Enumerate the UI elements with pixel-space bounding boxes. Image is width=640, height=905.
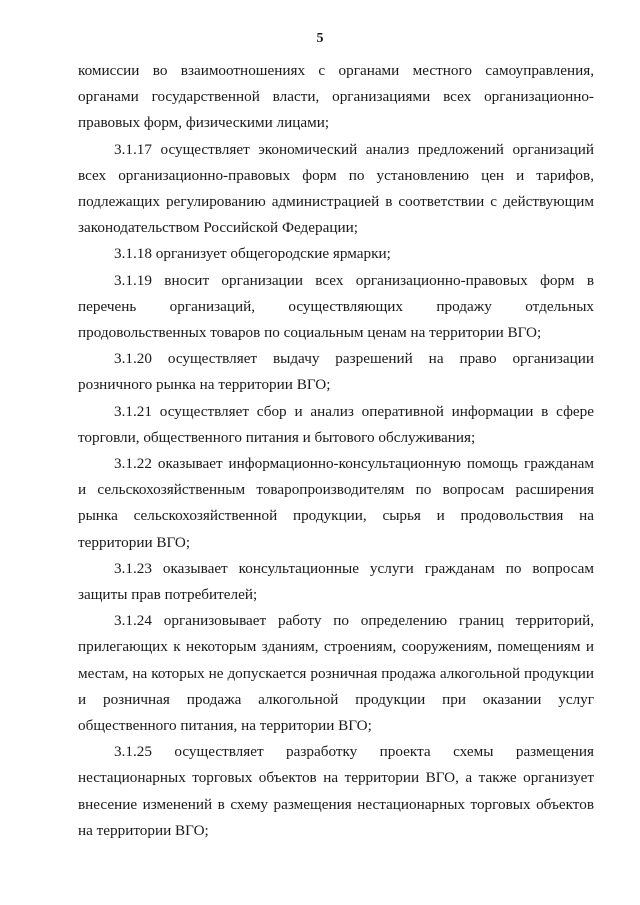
paragraph-3-1-24: 3.1.24 организовывает работу по определению границ территорий, прилегающих к некоторым зданиям, строениям, сооружениям, помещениям и местам, на которых не допускается розничная продажа алкогольной продукции и розничная продажа алкогольной продукции при оказании услуг общественного питания, на территории ВГО; (78, 612, 594, 735)
paragraph-3-1-20: 3.1.20 осуществляет выдачу разрешений на право организации розничного рынка на территории ВГО; (78, 350, 594, 394)
paragraph-3-1-19: 3.1.19 вносит организации всех организационно-правовых форм в перечень организаций, осуществляющих продажу отдельных продовольственных товаров по социальным ценам на территории ВГО; (78, 271, 594, 342)
page-number: 5 (316, 31, 324, 46)
paragraph-3-1-17: 3.1.17 осуществляет экономический анализ предложений организаций всех организационно-правовых форм по установлению цен и тарифов, подлежащих регулированию администрацией в соответствии с действующим законодательством Российской Федерации; (78, 140, 594, 237)
paragraph-continuation: комиссии во взаимоотношениях с органами местного самоуправления, органами государственной власти, организациями всех организационно-правовых форм, физическими лицами; (78, 62, 594, 132)
document-body (78, 58, 594, 844)
paragraph-3-1-21: 3.1.21 осуществляет сбор и анализ оперативной информации в сфере торговли, общественного питания и бытового обслуживания; (78, 402, 594, 446)
paragraph-3-1-18: 3.1.18 организует общегородские ярмарки; (114, 245, 391, 263)
paragraph-3-1-25: 3.1.25 осуществляет разработку проекта схемы размещения нестационарных торговых объектов на территории ВГО, а также организует внесение изменений в схему размещения нестационарных торговых объектов на территории ВГО; (78, 743, 594, 839)
paragraph-3-1-23: 3.1.23 оказывает консультационные услуги гражданам по вопросам защиты прав потребителей; (78, 559, 594, 604)
paragraph-3-1-22: 3.1.22 оказывает информационно-консультационную помощь гражданам и сельскохозяйственным товаропроизводителям по вопросам расширения рынка сельскохозяйственной продукции, сырья и продовольствия на территории ВГО; (78, 455, 594, 551)
